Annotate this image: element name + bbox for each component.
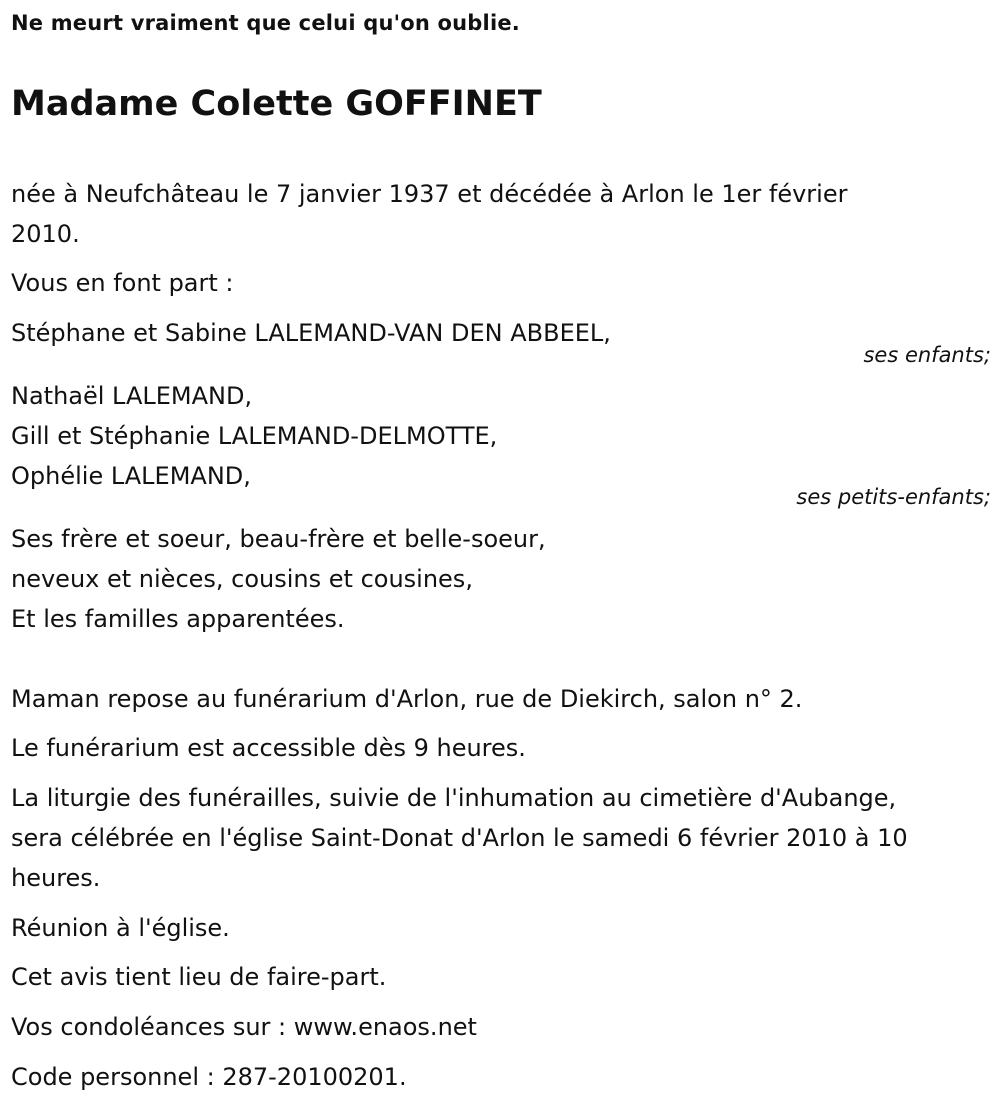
rest-location: Maman repose au funérarium d'Arlon, rue de Diekirch, salon n° 2. (11, 685, 803, 713)
deceased-name: Madame Colette GOFFINET (11, 84, 542, 124)
epigraph: Ne meurt vraiment que celui qu'on oublie. (11, 11, 520, 35)
birth-death-line-1: née à Neufchâteau le 7 janvier 1937 et décédée à Arlon le 1er février (11, 180, 848, 208)
grandchild-name: Ophélie LALEMAND, (11, 462, 251, 490)
personal-code: Code personnel : 287-20100201. (11, 1063, 407, 1091)
grandchild-name: Nathaël LALEMAND, (11, 382, 253, 410)
children-name: Stéphane et Sabine LALEMAND-VAN DEN ABBEEL, (11, 319, 611, 347)
birth-death-line-2: 2010. (11, 220, 80, 248)
grandchild-name: Gill et Stéphanie LALEMAND-DELMOTTE, (11, 422, 498, 450)
grandchildren-role: ses petits-enfants; (796, 485, 991, 509)
liturgy-line: sera célébrée en l'église Saint-Donat d'Arlon le samedi 6 février 2010 à 10 (11, 824, 908, 852)
announce-intro: Vous en font part : (11, 269, 234, 297)
meeting-note: Réunion à l'église. (11, 914, 230, 942)
notice-note: Cet avis tient lieu de faire-part. (11, 963, 387, 991)
access-hours: Le funérarium est accessible dès 9 heures. (11, 734, 526, 762)
children-role: ses enfants; (863, 343, 991, 367)
family-line: Ses frère et soeur, beau-frère et belle-soeur, (11, 525, 546, 553)
liturgy-line: heures. (11, 864, 101, 892)
liturgy-line: La liturgie des funérailles, suivie de l'inhumation au cimetière d'Aubange, (11, 784, 897, 812)
condolences-line: Vos condoléances sur : www.enaos.net (11, 1013, 477, 1041)
family-line: Et les familles apparentées. (11, 605, 345, 633)
family-line: neveux et nièces, cousins et cousines, (11, 565, 473, 593)
